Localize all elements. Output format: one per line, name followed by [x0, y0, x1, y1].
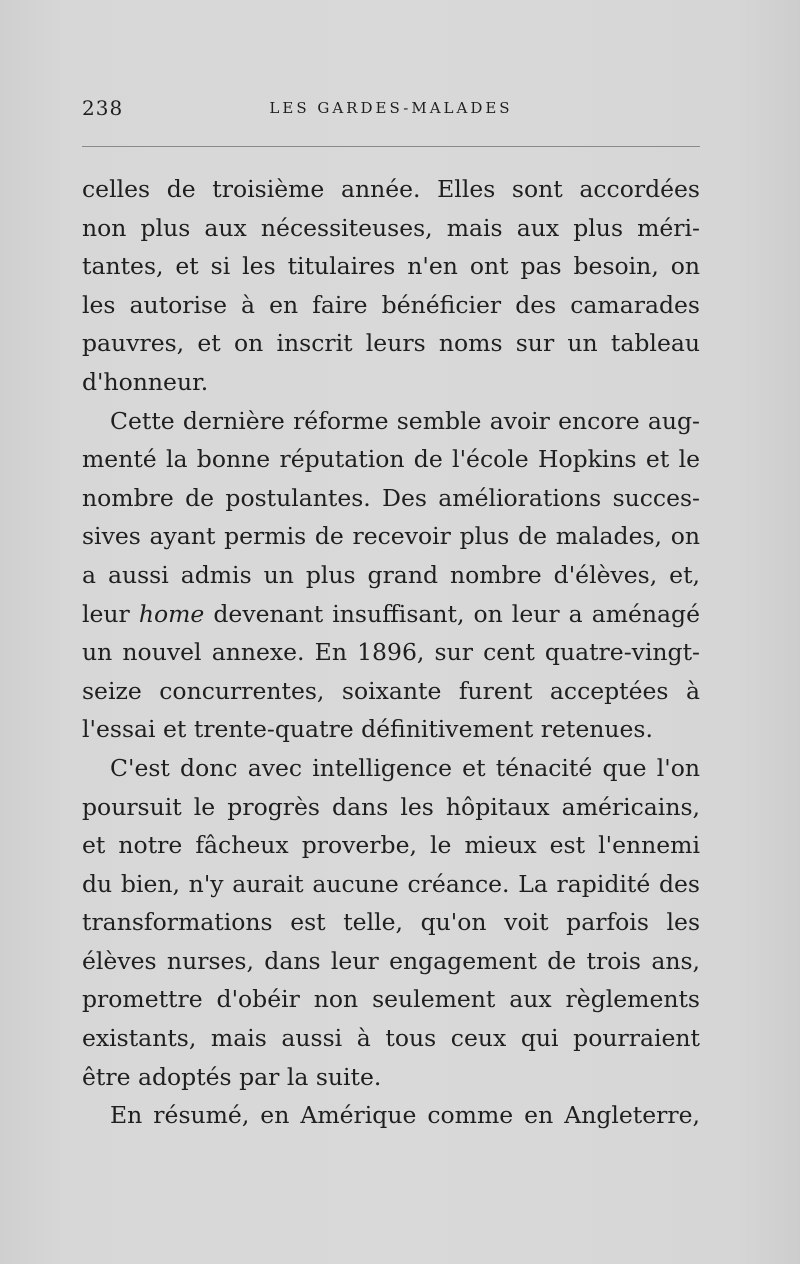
text-line: celles de troisième année. Elles sont accordées: [82, 175, 700, 203]
text-line: seize concurrentes, soixante furent acceptées à: [82, 676, 700, 705]
italic-word: home: [138, 599, 205, 628]
text-line: non plus aux nécessiteuses, mais aux plus méri-: [82, 213, 700, 242]
body-text: [82, 170, 700, 1135]
header-rule: [82, 146, 700, 147]
text-line: du bien, n'y aurait aucune créance. La rapidité des: [82, 869, 700, 898]
running-title: LES GARDES-MALADES: [269, 99, 513, 117]
running-head: [82, 96, 700, 126]
text-line: menté la bonne réputation de l'école Hopkins et le: [82, 445, 700, 474]
text-line: transformations est telle, qu'on voit parfois les: [82, 908, 700, 937]
text-line: Cette dernière réforme semble avoir encore aug-: [110, 406, 700, 435]
text-line: a aussi admis un plus grand nombre d'élèves, et,: [82, 560, 700, 589]
text-line: tantes, et si les titulaires n'en ont pas besoin, on: [82, 252, 700, 281]
text-line: nombre de postulantes. Des améliorations succes-: [82, 483, 700, 512]
text-line: existants, mais aussi à tous ceux qui pourraient: [82, 1024, 700, 1053]
page-number: 238: [82, 96, 124, 120]
text-line: pauvres, et on inscrit leurs noms sur un tableau: [82, 329, 700, 358]
text-segment: devenant insuffisant, on leur a aménagé: [204, 599, 700, 628]
text-line: un nouvel annexe. En 1896, sur cent quatre-vingt-: [82, 638, 700, 667]
text-line: et notre fâcheux proverbe, le mieux est l'ennemi: [82, 831, 700, 860]
text-line: sives ayant permis de recevoir plus de malades, on: [82, 522, 700, 551]
text-line: En résumé, en Amérique comme en Angleterre,: [110, 1101, 700, 1130]
text-line: les autorise à en faire bénéficier des camarades: [82, 290, 700, 319]
text-segment: leur: [82, 599, 139, 628]
text-line: C'est donc avec intelligence et ténacité que l'on: [110, 753, 700, 782]
text-line: poursuit le progrès dans les hôpitaux américains,: [82, 792, 700, 821]
text-line: d'honneur.: [82, 367, 209, 396]
text-line: élèves nurses, dans leur engagement de trois ans,: [82, 946, 700, 975]
text-line: l'essai et trente-quatre définitivement retenues.: [82, 715, 653, 744]
text-line: promettre d'obéir non seulement aux règlements: [82, 985, 700, 1014]
text-line: être adoptés par la suite.: [82, 1062, 382, 1091]
text-line: [82, 595, 700, 634]
